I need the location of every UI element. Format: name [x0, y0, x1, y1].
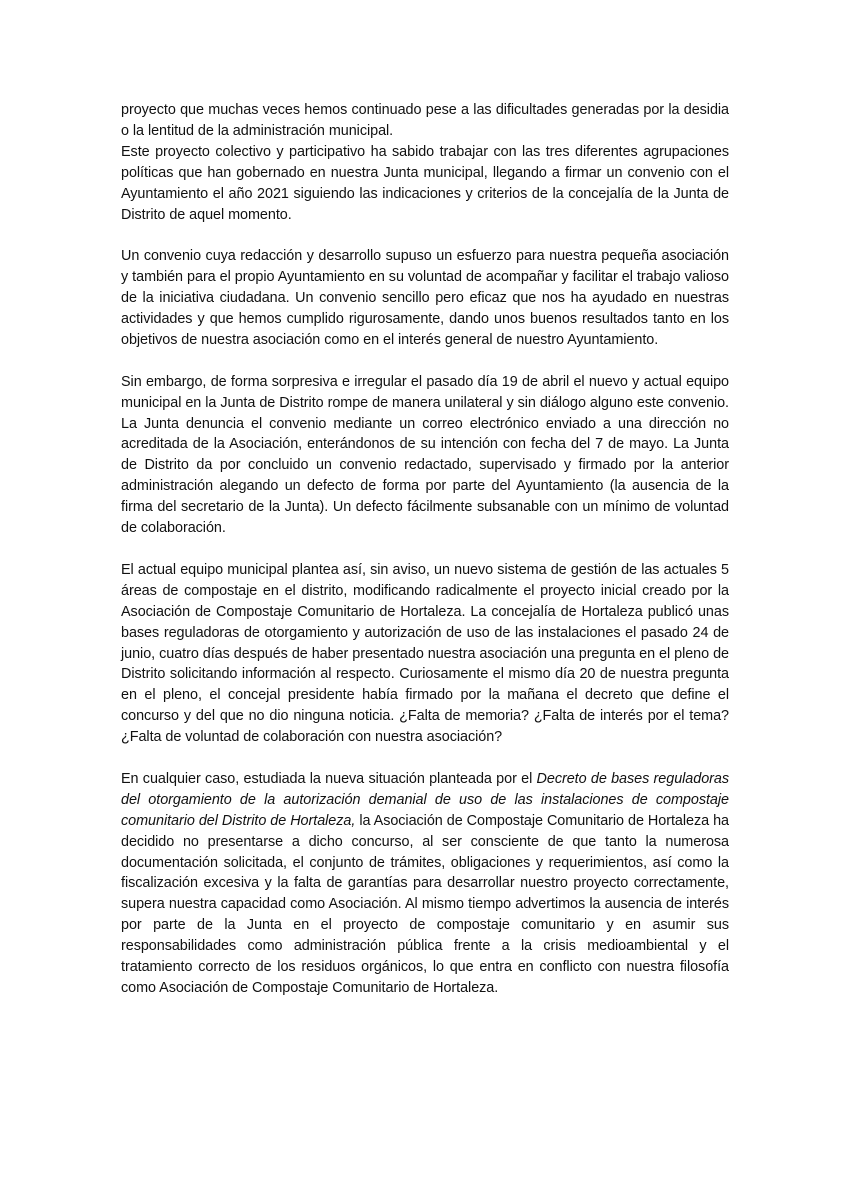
decree-title: Decreto de bases reguladoras del otorgamiento de la autorización demanial de uso de las instalaciones de compostaje comunitario del Distrito de Hortaleza,: [121, 770, 729, 829]
paragraph-2: Este proyecto colectivo y participativo ha sabido trabajar con las tres diferentes agrupaciones políticas que han gobernado en nuestra Junta municipal, llegando a firmar un convenio con el Ayuntamiento el año 2021 siguiendo las indicaciones y criterios de la concejalía de la Junta de Distrito de aquel momento.: [121, 143, 729, 223]
paragraph-6-prefix: En cualquier caso, estudiada la nueva situación planteada por el: [121, 770, 537, 787]
paragraph-5: El actual equipo municipal plantea así, sin aviso, un nuevo sistema de gestión de las actuales 5 áreas de compostaje en el distrito, modificando radicalmente el proyecto inicial creado por la Asociación de Compostaje Comunitario de Hortaleza. La concejalía de Hortaleza publicó unas bases reguladoras de otorgamiento y autorización de uso de las instalaciones el pasado 24 de junio, cuatro días después de haber presentado nuestra asociación una pregunta en el pleno de Distrito solicitando información al respecto. Curiosamente el mismo día 20 de nuestra pregunta en el pleno, el concejal presidente había firmado por la mañana el decreto que define el concurso y del que no dio ninguna noticia. ¿Falta de memoria? ¿Falta de interés por el tema? ¿Falta de voluntad de colaboración con nuestra asociación?: [121, 561, 729, 746]
paragraph-3: Un convenio cuya redacción y desarrollo supuso un esfuerzo para nuestra pequeña asociación y también para el propio Ayuntamiento en su voluntad de acompañar y facilitar el trabajo valioso de la iniciativa ciudadana. Un convenio sencillo pero eficaz que nos ha ayudado en nuestras actividades y que hemos cumplido rigurosamente, dando unos buenos resultados tanto en los objetivos de nuestra asociación como en el interés general de nuestro Ayuntamiento.: [121, 248, 729, 348]
paragraph-1: proyecto que muchas veces hemos continuado pese a las dificultades generadas por la desidia o la lentitud de la administración municipal.: [121, 102, 729, 139]
paragraph-4: Sin embargo, de forma sorpresiva e irregular el pasado día 19 de abril el nuevo y actual equipo municipal en la Junta de Distrito rompe de manera unilateral y sin diálogo alguno este convenio. La Junta denuncia el convenio mediante un correo electrónico enviado a una dirección no acreditada de la Asociación, enterándonos de su intención con fecha del 7 de mayo. La Junta de Distrito da por concluido un convenio redactado, supervisado y firmado por la anterior administración alegando un defecto de forma por parte del Ayuntamiento (la ausencia de la firma del secretario de la Junta). Un defecto fácilmente subsanable con un mínimo de voluntad de colaboración.: [121, 373, 729, 537]
paragraph-6-suffix: la Asociación de Compostaje Comunitario de Hortaleza ha decidido no presentarse a dicho concurso, al ser consciente de que tanto la numerosa documentación solicitada, el conjunto de trámites, obligaciones y requerimientos, así como la fiscalización excesiva y la falta de garantías para desarrollar nuestro proyecto correctamente, supera nuestra capacidad como Asociación. Al mismo tiempo advertimos la ausencia de interés por parte de la Junta en el proyecto de compostaje comunitario y en asumir sus responsabilidades como administración pública frente a la crisis medioambiental y el tratamiento correcto de los residuos orgánicos, lo que entra en conflicto con nuestra filosofía como Asociación de Compostaje Comunitario de Hortaleza.: [121, 812, 729, 996]
paragraph-6: [121, 769, 729, 999]
document-page: [121, 100, 729, 999]
